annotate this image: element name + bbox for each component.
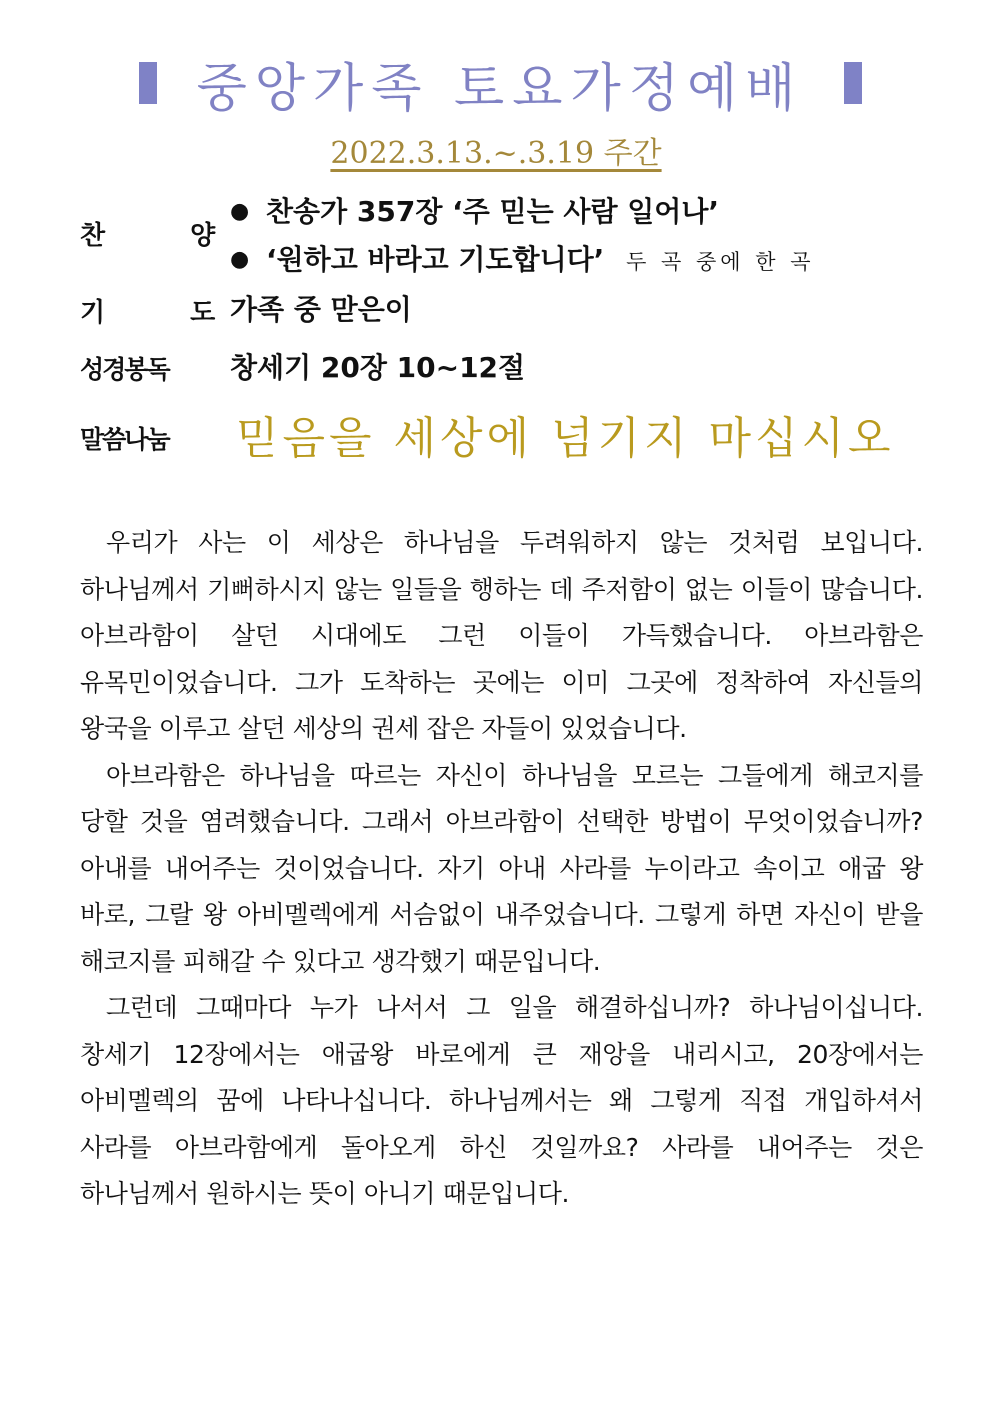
sermon-label: 말씀나눔 xyxy=(80,425,169,454)
sermon-body xyxy=(80,520,923,1218)
hymn-note: 두 곡 중에 한 곡 xyxy=(626,250,815,274)
hymn-item xyxy=(230,192,814,240)
hymn-text: 찬송가 357장 ‘주 믿는 사람 일어나’ xyxy=(266,195,720,228)
reading-label: 성경봉독 xyxy=(80,355,169,384)
bullet-icon: ● xyxy=(230,199,250,224)
body-paragraph: 우리가 사는 이 세상은 하나님을 두려워하지 않는 것처럼 보입니다. 하나님께서 기뻐하시지 않는 일들을 행하는 데 주저함이 없는 이들이 많습니다. 아브라함이 살던 시대에도 그런 이들이 가득했습니다. 아브라함은 유목민이었습니다. 그가 도착하는 곳에는 이미 그곳에 정착하여 자신들의 왕국을 이루고 살던 세상의 권세 잡은 자들이 있었습니다. xyxy=(80,528,923,743)
sermon-title: 믿음을 세상에 넘기지 마십시오 xyxy=(236,413,895,464)
prayer-value: 가족 중 맏은이 xyxy=(230,293,412,326)
hymn-list xyxy=(230,192,814,288)
hymn-item xyxy=(230,240,814,288)
prayer-label: 기 도 xyxy=(80,298,254,328)
title-row xyxy=(0,40,992,124)
title-bar-right xyxy=(844,62,862,104)
date-range-text: 2022.3.13.~.3.19 주간 xyxy=(330,136,662,171)
hymn-text: ‘원하고 바라고 기도합니다’ xyxy=(266,243,605,276)
reading-value: 창세기 20장 10~12절 xyxy=(230,351,526,384)
page-title: 중앙가족 토요가정예배 xyxy=(196,59,804,119)
date-range xyxy=(0,128,992,172)
title-bar-left xyxy=(139,62,157,104)
body-paragraph: 그런데 그때마다 누가 나서서 그 일을 해결하십니까? 하나님이십니다. 창세기 12장에서는 애굽왕 바로에게 큰 재앙을 내리시고, 20장에서는 아비멜렉의 꿈에 나타나십니다. 하나님께서는 왜 그렇게 직접 개입하셔서 사라를 아브라함에게 돌아오게 하신 것일까요? 사라를 내어주는 것은 하나님께서 원하시는 뜻이 아니기 때문입니다. xyxy=(80,993,923,1208)
bullet-icon: ● xyxy=(230,247,250,272)
hymn-label: 찬 양 xyxy=(80,221,254,251)
body-paragraph: 아브라함은 하나님을 따르는 자신이 하나님을 모르는 그들에게 해코지를 당할 것을 염려했습니다. 그래서 아브라함이 선택한 방법이 무엇이었습니까? 아내를 내어주는 것이었습니다. 자기 아내 사라를 누이라고 속이고 애굽 왕 바로, 그랄 왕 아비멜렉에게 서슴없이 내주었습니다. 그렇게 하면 자신이 받을 해코지를 피해갈 수 있다고 생각했기 때문입니다. xyxy=(80,760,923,976)
